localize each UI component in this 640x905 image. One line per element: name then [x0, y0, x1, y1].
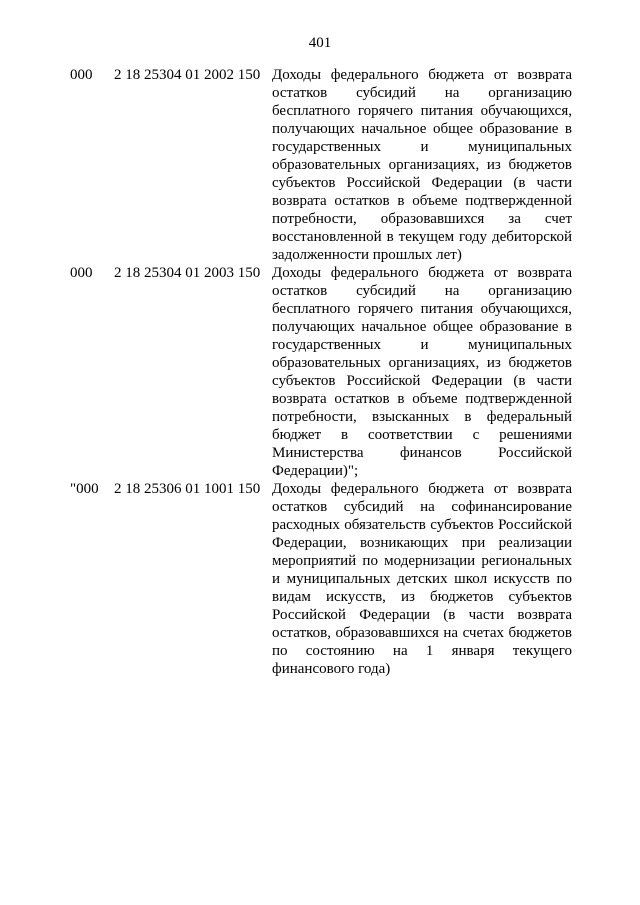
admin-code: "000: [70, 481, 99, 497]
admin-code: 000: [70, 265, 93, 281]
budget-code-entry: [0, 264, 640, 480]
kbk-code: 2 18 25306 01 1001 150: [114, 481, 261, 497]
page-number: 401: [308, 35, 332, 51]
budget-code-entry: [0, 480, 640, 678]
budget-code-entry: [0, 66, 640, 264]
budget-code-list: [0, 66, 640, 678]
entry-description: Доходы федерального бюджета от возврата остатков субсидий на организацию бесплатного горячего питания обучающихся, получающих начальное общее образование в государственных и муниципальных образовательных организациях, из бюджетов субъектов Российской Федерации (в части возврата остатков в объеме подтвержденной потребности, взысканных в федеральный бюджет в соответствии с решениями Министерства финансов Российской Федерации)";: [272, 265, 572, 479]
kbk-code: 2 18 25304 01 2003 150: [114, 265, 261, 281]
entry-description: Доходы федерального бюджета от возврата остатков субсидий на организацию бесплатного горячего питания обучающихся, получающих начальное общее образование в государственных и муниципальных образовательных организациях, из бюджетов субъектов Российской Федерации (в части возврата остатков в объеме подтвержденной потребности, образовавшихся за счет восстановленной в текущем году дебиторской задолженности прошлых лет): [272, 67, 572, 263]
kbk-code: 2 18 25304 01 2002 150: [114, 67, 261, 83]
entry-description: Доходы федерального бюджета от возврата остатков субсидий на софинансирование расходных обязательств субъектов Российской Федерации, возникающих при реализации мероприятий по модернизации региональных и муниципальных детских школ искусств по видам искусств, из бюджетов субъектов Российской Федерации (в части возврата остатков, образовавшихся на счетах бюджетов по состоянию на 1 января текущего финансового года): [272, 481, 572, 677]
admin-code: 000: [70, 67, 93, 83]
